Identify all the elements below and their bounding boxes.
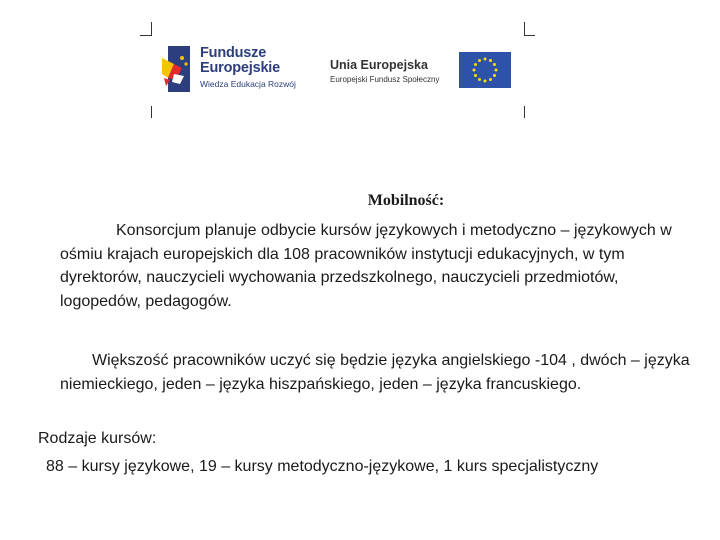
logo-banner — [160, 42, 520, 104]
eu-subtitle: Europejski Fundusz Społeczny — [330, 75, 440, 84]
paragraph-consortium: Konsorcjum planuje odbycie kursów językowych i metodyczno – językowych w ośmiu krajach europejskich dla 108 pracowników instytucji edukacyjnych, w tym dyrektorów, nauczycieli wychowania przedszkolnego, nauczycieli przedmiotów, logopedów, pedagogów. — [60, 222, 672, 310]
crop-mark-top-right-v — [524, 22, 525, 36]
fundusze-subtitle: Wiedza Edukacja Rozwój — [200, 79, 296, 89]
fundusze-europejskie-logo-icon — [160, 44, 196, 94]
section-heading: Mobilność: — [367, 192, 445, 209]
crop-mark-bottom-left-v — [151, 106, 152, 118]
crop-mark-top-left-v — [151, 22, 152, 36]
eu-title: Unia Europejska — [330, 58, 428, 72]
crop-mark-bottom-right-v — [524, 106, 525, 118]
crop-mark-top-left-h — [140, 35, 151, 36]
fundusze-line1: Fundusze — [200, 45, 267, 61]
fundusze-line2: Europejskie — [200, 60, 280, 76]
crop-mark-top-right-h — [524, 35, 535, 36]
paragraph-languages: Większość pracowników uczyć się będzie języka angielskiego -104 , dwóch – języka niemieckiego, jeden – języka hiszpańskiego, jeden – języka francuskiego. — [60, 352, 690, 393]
eu-text — [330, 58, 439, 84]
course-types-list: 88 – kursy językowe, 19 – kursy metodyczno-językowe, 1 kurs specjalistyczny — [46, 458, 599, 475]
fundusze-europejskie-text — [200, 46, 296, 89]
course-types-label: Rodzaje kursów: — [38, 430, 157, 447]
eu-flag-icon — [459, 52, 511, 88]
